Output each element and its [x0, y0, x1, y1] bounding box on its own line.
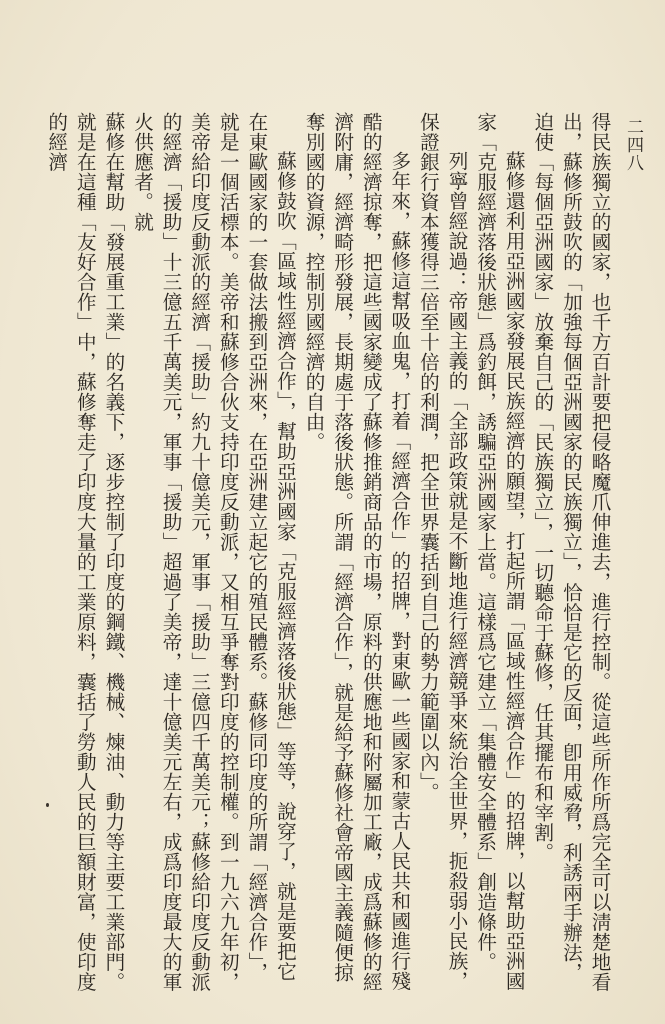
ink-speck-mark — [46, 803, 49, 807]
paragraph-4: 多年來，蘇修這幫吸血鬼，打着「經濟合作」的招牌，對東歐一些國家和蒙古人民共和國進行殘酷的經濟掠奪，把這些國家變成了蘇修推銷商品的市場，原料的供應地和附屬加工廠，成爲蘇修的經濟附庸，經濟畸形發展，長期處于落後狀態。所謂「經濟合作」，就是給予蘇修社會帝國主義隨便掠奪別國的資源，控制別國經濟的自由。 — [302, 112, 411, 992]
paragraph-6: 蘇修在幫助「發展重工業」的名義下，逐步控制了印度的鋼鐵、機械、煉油、動力等主要工業部門。就是在這種「友好合作」中，蘇修奪走了印度大量的工業原料，囊括了勞動人民的巨額財富，使印度的經濟 — [44, 112, 125, 992]
paragraph-5: 蘇修鼓吹「區域性經濟合作」，幫助亞洲國家「克服經濟落後狀態」等等，說穿了，就是要把它在東歐國家的一套做法搬到亞洲來，在亞洲建立起它的殖民體系。蘇修同印度的所謂「經濟合作」，就是一個活標本。美帝和蘇修合伙支持印度反動派，又相互爭奪對印度的控制權。到一九六九年初，美帝給印度反動派的經濟「援助」約九十億美元，軍事「援助」三億四千萬美元；蘇修給印度反動派的經濟「援助」十三億五千萬美元，軍事「援助」超過了美帝，達十億美元左右，成爲印度最大的軍火供應者。就 — [130, 112, 297, 992]
page-number: 二四八 — [623, 118, 643, 172]
paragraph-3: 列寧曾經說過：帝國主義的「全部政策就是不斷地進行經濟競爭來統治全世界，扼殺弱小民族，保證銀行資本獲得三倍至十倍的利潤，把全世界囊括到自己的勢力範圍以內」。 — [416, 112, 469, 992]
vertical-text-body — [43, 112, 613, 992]
paragraph-1: 得民族獨立的國家，也千方百計要把侵略魔爪伸進去，進行控制。從這些所作所爲完全可以淸楚地看出，蘇修所鼓吹的「加強每個亞洲國家的民族獨立」，恰恰是它的反面，卽用威脅，利誘兩手辦法，迫使「每個亞洲國家」放棄自己的「民族獨立」，一切聽命于蘇修，任其擺布和宰割。 — [530, 112, 611, 992]
paragraph-2: 蘇修還利用亞洲國家發展民族經濟的願望，打起所謂「區域性經濟合作」的招牌，以幫助亞洲國家「克服經濟落後狀態」爲釣餌，誘騙亞洲國家上當。這樣爲它建立「集體安全體系」創造條件。 — [473, 112, 526, 992]
